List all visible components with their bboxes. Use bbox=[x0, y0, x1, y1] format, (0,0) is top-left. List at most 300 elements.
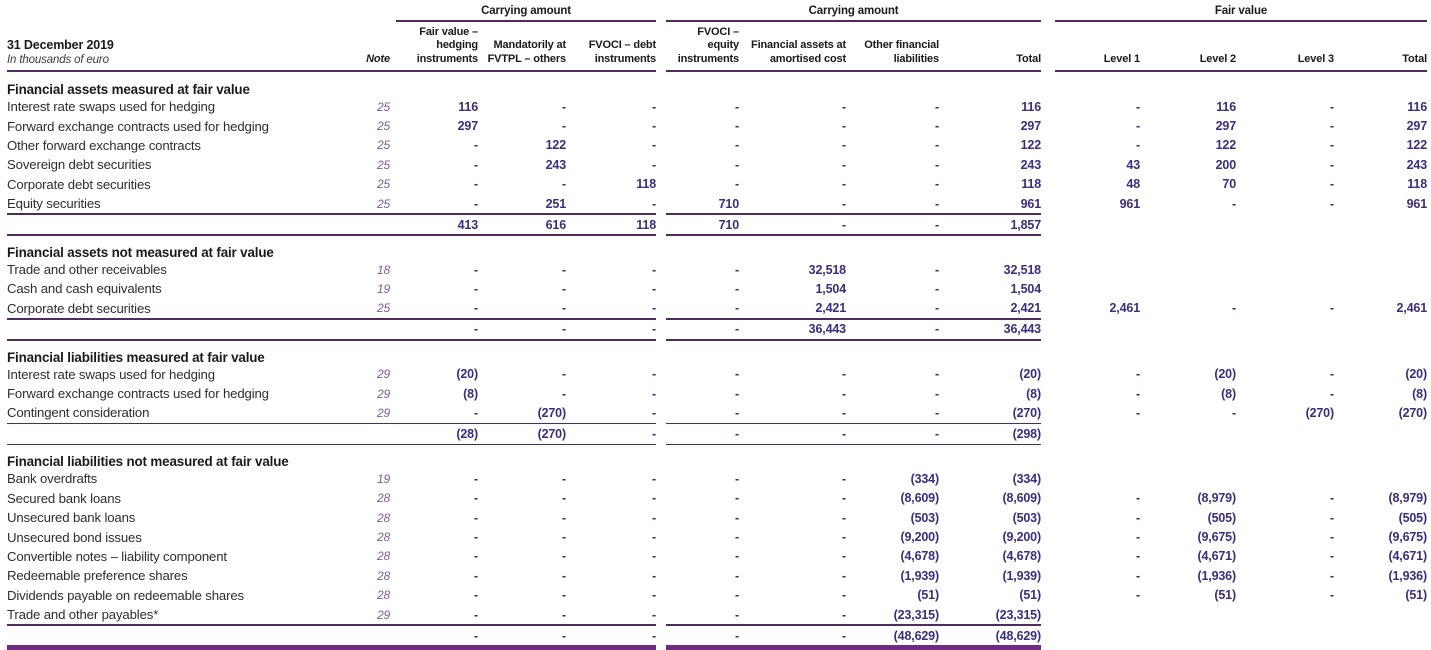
rule-segment bbox=[1055, 70, 1427, 72]
cell-value: - bbox=[1329, 301, 1334, 316]
subtotal-value: (298) bbox=[1012, 426, 1041, 441]
cell-value: (51) bbox=[917, 588, 939, 603]
section-title: Financial assets measured at fair value bbox=[7, 82, 250, 97]
section-title: Financial assets not measured at fair value bbox=[7, 244, 274, 260]
subtotal-rule-bottom bbox=[7, 234, 1431, 236]
column-header-note: Note bbox=[366, 52, 390, 65]
cell-value: 43 bbox=[1126, 157, 1140, 172]
cell-value: - bbox=[1135, 386, 1140, 401]
cell-value: - bbox=[651, 530, 656, 545]
cell-value: - bbox=[1329, 99, 1334, 114]
cell-value: (23,315) bbox=[893, 607, 939, 622]
rule-segment bbox=[7, 423, 656, 425]
cell-value: - bbox=[934, 405, 939, 420]
row-label: Bank overdrafts bbox=[7, 471, 98, 487]
section-header-row bbox=[7, 241, 1431, 260]
cell-value: - bbox=[841, 367, 846, 382]
group-underline bbox=[7, 20, 1431, 22]
table-row bbox=[7, 566, 1431, 585]
cell-value: - bbox=[561, 491, 566, 506]
row-label: Secured bank loans bbox=[7, 490, 121, 506]
rule-segment bbox=[666, 20, 1041, 22]
cell-value: (51) bbox=[1214, 588, 1236, 603]
cell-value: - bbox=[561, 281, 566, 296]
cell-value: (8) bbox=[463, 386, 478, 401]
row-label: Unsecured bond issues bbox=[7, 529, 142, 545]
cell-value: - bbox=[841, 405, 846, 420]
column-header-row bbox=[7, 24, 1431, 70]
cell-value: (1,936) bbox=[1388, 568, 1427, 583]
cell-value: - bbox=[734, 607, 739, 622]
subtotal-value: - bbox=[561, 322, 566, 337]
cell-value: - bbox=[561, 568, 566, 583]
cell-value: 48 bbox=[1126, 177, 1140, 192]
table-row bbox=[7, 365, 1431, 384]
cell-value: 243 bbox=[545, 157, 566, 172]
group-header-row bbox=[7, 0, 1431, 20]
cell-value: (1,936) bbox=[1197, 568, 1236, 583]
subtotal-value: - bbox=[841, 217, 846, 232]
cell-value: - bbox=[1135, 138, 1140, 153]
note-ref: 25 bbox=[376, 99, 390, 114]
cell-value: - bbox=[651, 510, 656, 525]
subtotal-row bbox=[7, 320, 1431, 340]
cell-value: - bbox=[1135, 588, 1140, 603]
note-ref: 28 bbox=[376, 549, 390, 564]
section-header-row bbox=[7, 346, 1431, 365]
subtotal-value: - bbox=[561, 628, 566, 643]
cell-value: - bbox=[1231, 301, 1236, 316]
note-ref: 29 bbox=[376, 386, 390, 401]
cell-value: (334) bbox=[1012, 471, 1041, 486]
cell-value: - bbox=[734, 405, 739, 420]
cell-value: 70 bbox=[1222, 177, 1236, 192]
cell-value: - bbox=[934, 262, 939, 277]
cell-value: (8,609) bbox=[900, 491, 939, 506]
cell-value: - bbox=[841, 119, 846, 134]
cell-value: - bbox=[841, 138, 846, 153]
cell-value: - bbox=[651, 588, 656, 603]
cell-value: - bbox=[934, 386, 939, 401]
cell-value: (270) bbox=[1012, 405, 1041, 420]
note-ref: 28 bbox=[376, 588, 390, 603]
column-header: Other financial liabilities bbox=[864, 39, 939, 65]
column-header: Level 3 bbox=[1297, 52, 1334, 65]
group-label-carrying-amount-2: Carrying amount bbox=[808, 5, 899, 17]
cell-value: (270) bbox=[1305, 405, 1334, 420]
cell-value: - bbox=[561, 386, 566, 401]
cell-value: 2,421 bbox=[1010, 301, 1041, 316]
cell-value: - bbox=[651, 607, 656, 622]
subtotal-value: - bbox=[841, 426, 846, 441]
row-label: Forward exchange contracts used for hedging bbox=[7, 386, 269, 402]
rule-segment bbox=[666, 213, 1041, 215]
subtotal-rule-bottom bbox=[7, 339, 1431, 341]
row-label: Interest rate swaps used for hedging bbox=[7, 99, 215, 115]
cell-value: - bbox=[473, 549, 478, 564]
cell-value: - bbox=[651, 99, 656, 114]
cell-value: - bbox=[1231, 405, 1236, 420]
cell-value: - bbox=[651, 549, 656, 564]
cell-value: - bbox=[561, 588, 566, 603]
column-header: Mandatorily at FVTPL – others bbox=[487, 39, 566, 65]
cell-value: - bbox=[561, 177, 566, 192]
subtotal-value: - bbox=[473, 322, 478, 337]
row-label: Trade and other payables* bbox=[7, 607, 159, 623]
subtotal-value: - bbox=[651, 322, 656, 337]
row-label: Dividends payable on redeemable shares bbox=[7, 587, 244, 603]
cell-value: - bbox=[1135, 549, 1140, 564]
subtotal-value: (48,629) bbox=[893, 628, 939, 643]
note-ref: 19 bbox=[376, 471, 390, 486]
note-ref: 25 bbox=[376, 157, 390, 172]
subtotal-value: 36,443 bbox=[1003, 322, 1041, 337]
subtotal-value: - bbox=[651, 426, 656, 441]
cell-value: - bbox=[651, 262, 656, 277]
cell-value: 116 bbox=[1021, 99, 1041, 114]
cell-value: (4,671) bbox=[1388, 549, 1427, 564]
cell-value: - bbox=[561, 367, 566, 382]
cell-value: - bbox=[561, 262, 566, 277]
cell-value: - bbox=[473, 301, 478, 316]
cell-value: - bbox=[734, 367, 739, 382]
cell-value: - bbox=[734, 99, 739, 114]
cell-value: (270) bbox=[537, 405, 566, 420]
cell-value: (8) bbox=[1412, 386, 1427, 401]
table-row bbox=[7, 469, 1431, 488]
cell-value: - bbox=[1135, 367, 1140, 382]
cell-value: - bbox=[1329, 530, 1334, 545]
cell-value: - bbox=[934, 177, 939, 192]
table-row bbox=[7, 508, 1431, 527]
table-row bbox=[7, 97, 1431, 116]
cell-value: (20) bbox=[456, 367, 478, 382]
cell-value: - bbox=[734, 568, 739, 583]
rule-segment bbox=[666, 645, 1041, 650]
cell-value: - bbox=[1329, 196, 1334, 211]
cell-value: - bbox=[473, 510, 478, 525]
cell-value: - bbox=[473, 405, 478, 420]
note-ref: 29 bbox=[376, 405, 390, 420]
rule-segment bbox=[666, 234, 1041, 236]
column-header: FVOCI – debt instruments bbox=[588, 39, 656, 65]
subtotal-value: (48,629) bbox=[995, 628, 1041, 643]
cell-value: - bbox=[734, 588, 739, 603]
cell-value: (9,675) bbox=[1388, 530, 1427, 545]
cell-value: 961 bbox=[1020, 196, 1041, 211]
cell-value: 32,518 bbox=[808, 262, 846, 277]
section-title: Financial liabilities not measured at fair value bbox=[7, 454, 289, 470]
cell-value: - bbox=[734, 281, 739, 296]
column-header: Total bbox=[1402, 52, 1427, 65]
cell-value: - bbox=[473, 138, 478, 153]
rule-segment bbox=[7, 213, 656, 215]
rule-segment bbox=[7, 645, 656, 650]
cell-value: - bbox=[473, 530, 478, 545]
cell-value: - bbox=[651, 157, 656, 172]
cell-value: - bbox=[473, 157, 478, 172]
cell-value: (334) bbox=[910, 471, 939, 486]
cell-value: 118 bbox=[1021, 177, 1041, 192]
table-row bbox=[7, 527, 1431, 546]
group-label-fair-value: Fair value bbox=[1214, 5, 1268, 17]
cell-value: 116 bbox=[458, 99, 478, 114]
cell-value: - bbox=[1329, 510, 1334, 525]
cell-value: (503) bbox=[910, 510, 939, 525]
cell-value: - bbox=[841, 99, 846, 114]
note-ref: 25 bbox=[376, 196, 390, 211]
cell-value: 1,504 bbox=[815, 281, 846, 296]
subtotal-value: 36,443 bbox=[808, 322, 846, 337]
row-label: Equity securities bbox=[7, 196, 101, 212]
cell-value: (1,939) bbox=[900, 568, 939, 583]
cell-value: - bbox=[841, 177, 846, 192]
cell-value: 2,421 bbox=[815, 301, 846, 316]
note-ref: 25 bbox=[376, 301, 390, 316]
table-row bbox=[7, 279, 1431, 298]
note-ref: 29 bbox=[376, 367, 390, 382]
column-header: FVOCI – equity instruments bbox=[677, 25, 739, 65]
cell-value: - bbox=[1329, 138, 1334, 153]
cell-value: - bbox=[651, 471, 656, 486]
cell-value: - bbox=[473, 262, 478, 277]
cell-value: - bbox=[841, 196, 846, 211]
row-label: Sovereign debt securities bbox=[7, 157, 152, 173]
subtotal-value: 616 bbox=[545, 217, 566, 232]
cell-value: - bbox=[473, 607, 478, 622]
cell-value: 710 bbox=[718, 196, 739, 211]
cell-value: - bbox=[561, 510, 566, 525]
rule-segment bbox=[666, 339, 1041, 341]
note-ref: 25 bbox=[376, 177, 390, 192]
subtotal-value: - bbox=[651, 628, 656, 643]
cell-value: - bbox=[651, 196, 656, 211]
rule-segment bbox=[666, 444, 1041, 446]
table-row bbox=[7, 547, 1431, 566]
cell-value: (20) bbox=[1405, 367, 1427, 382]
cell-value: (8) bbox=[1221, 386, 1236, 401]
table-row bbox=[7, 136, 1431, 155]
cell-value: 200 bbox=[1215, 157, 1236, 172]
table-body bbox=[7, 78, 1431, 650]
cell-value: (503) bbox=[1012, 510, 1041, 525]
cell-value: - bbox=[934, 367, 939, 382]
rule-segment bbox=[7, 234, 656, 236]
cell-value: - bbox=[473, 196, 478, 211]
cell-value: - bbox=[734, 138, 739, 153]
cell-value: (505) bbox=[1207, 510, 1236, 525]
table-caption bbox=[7, 38, 341, 70]
cell-value: - bbox=[1135, 530, 1140, 545]
subtotal-value: - bbox=[734, 322, 739, 337]
cell-value: - bbox=[841, 568, 846, 583]
cell-value: - bbox=[1329, 386, 1334, 401]
column-header: Financial assets at amortised cost bbox=[751, 39, 846, 65]
cell-value: - bbox=[734, 301, 739, 316]
cell-value: - bbox=[934, 281, 939, 296]
cell-value: - bbox=[734, 549, 739, 564]
unit-label: In thousands of euro bbox=[7, 54, 109, 66]
subtotal-row bbox=[7, 424, 1431, 444]
subtotal-value: - bbox=[473, 628, 478, 643]
cell-value: - bbox=[651, 491, 656, 506]
cell-value: 122 bbox=[1406, 138, 1427, 153]
cell-value: (4,678) bbox=[900, 549, 939, 564]
cell-value: 122 bbox=[545, 138, 566, 153]
row-label: Corporate debt securities bbox=[7, 300, 151, 316]
cell-value: - bbox=[841, 510, 846, 525]
cell-value: (4,671) bbox=[1197, 549, 1236, 564]
rule-segment bbox=[666, 423, 1041, 425]
note-ref: 28 bbox=[376, 491, 390, 506]
cell-value: - bbox=[473, 471, 478, 486]
subtotal-row bbox=[7, 215, 1431, 235]
note-ref: 28 bbox=[376, 510, 390, 525]
column-header: Level 1 bbox=[1103, 52, 1140, 65]
cell-value: (8,979) bbox=[1197, 491, 1236, 506]
cell-value: - bbox=[651, 405, 656, 420]
subtotal-value: - bbox=[934, 217, 939, 232]
cell-value: - bbox=[734, 157, 739, 172]
cell-value: - bbox=[651, 367, 656, 382]
row-label: Corporate debt securities bbox=[7, 176, 151, 192]
cell-value: (9,200) bbox=[1002, 530, 1041, 545]
cell-value: - bbox=[651, 119, 656, 134]
cell-value: - bbox=[934, 301, 939, 316]
cell-value: - bbox=[1135, 405, 1140, 420]
cell-value: - bbox=[473, 281, 478, 296]
cell-value: (8,609) bbox=[1002, 491, 1041, 506]
table-row bbox=[7, 116, 1431, 135]
cell-value: - bbox=[734, 471, 739, 486]
cell-value: - bbox=[473, 177, 478, 192]
cell-value: 297 bbox=[457, 119, 478, 134]
rule-segment bbox=[7, 70, 656, 72]
cell-value: 116 bbox=[1407, 99, 1427, 114]
cell-value: 297 bbox=[1406, 119, 1427, 134]
row-label: Unsecured bank loans bbox=[7, 510, 136, 526]
subtotal-value: - bbox=[934, 426, 939, 441]
cell-value: (23,315) bbox=[995, 607, 1041, 622]
cell-value: - bbox=[1329, 367, 1334, 382]
section-title: Financial liabilities measured at fair value bbox=[7, 349, 265, 365]
row-label: Interest rate swaps used for hedging bbox=[7, 366, 215, 382]
cell-value: - bbox=[934, 196, 939, 211]
table-row bbox=[7, 605, 1431, 624]
rule-segment bbox=[666, 70, 1041, 72]
cell-value: - bbox=[561, 530, 566, 545]
section-header-row bbox=[7, 78, 1431, 97]
cell-value: 2,461 bbox=[1396, 301, 1427, 316]
cell-value: 1,504 bbox=[1010, 281, 1041, 296]
cell-value: - bbox=[1135, 568, 1140, 583]
cell-value: - bbox=[651, 386, 656, 401]
row-label: Cash and cash equivalents bbox=[7, 281, 162, 297]
note-ref: 25 bbox=[376, 138, 390, 153]
cell-value: 2,461 bbox=[1109, 301, 1140, 316]
cell-value: (20) bbox=[1214, 367, 1236, 382]
cell-value: (8) bbox=[1026, 386, 1041, 401]
cell-value: - bbox=[1135, 99, 1140, 114]
cell-value: - bbox=[473, 588, 478, 603]
cell-value: - bbox=[561, 607, 566, 622]
cell-value: - bbox=[651, 281, 656, 296]
cell-value: (1,939) bbox=[1002, 568, 1041, 583]
table-row bbox=[7, 260, 1431, 279]
cell-value: - bbox=[561, 119, 566, 134]
subtotal-value: 1,857 bbox=[1010, 217, 1041, 232]
group-label-carrying-amount-1: Carrying amount bbox=[481, 5, 571, 17]
rule-segment bbox=[7, 318, 656, 320]
subtotal-value: - bbox=[841, 628, 846, 643]
cell-value: 251 bbox=[545, 196, 566, 211]
column-header: Total bbox=[1016, 52, 1041, 65]
subtotal-value: (28) bbox=[456, 426, 478, 441]
note-ref: 28 bbox=[376, 530, 390, 545]
row-label: Contingent consideration bbox=[7, 405, 150, 421]
table-row bbox=[7, 384, 1431, 403]
cell-value: - bbox=[561, 301, 566, 316]
cell-value: - bbox=[651, 138, 656, 153]
cell-value: - bbox=[1329, 177, 1334, 192]
cell-value: - bbox=[934, 119, 939, 134]
note-ref: 29 bbox=[376, 607, 390, 622]
cell-value: - bbox=[841, 471, 846, 486]
row-label: Other forward exchange contracts bbox=[7, 137, 201, 153]
table-row bbox=[7, 489, 1431, 508]
cell-value: - bbox=[1135, 491, 1140, 506]
rule-segment bbox=[7, 624, 656, 626]
header-underline bbox=[7, 70, 1431, 72]
cell-value: - bbox=[1231, 196, 1236, 211]
cell-value: 243 bbox=[1020, 157, 1041, 172]
section-header-row bbox=[7, 450, 1431, 469]
column-header: Level 2 bbox=[1199, 52, 1236, 65]
table-row bbox=[7, 403, 1431, 422]
cell-value: 32,518 bbox=[1003, 262, 1041, 277]
cell-value: 961 bbox=[1406, 196, 1427, 211]
cell-value: - bbox=[841, 588, 846, 603]
cell-value: (8,979) bbox=[1388, 491, 1427, 506]
cell-value: - bbox=[1329, 549, 1334, 564]
cell-value: - bbox=[734, 530, 739, 545]
cell-value: - bbox=[1329, 588, 1334, 603]
cell-value: - bbox=[841, 491, 846, 506]
cell-value: - bbox=[841, 607, 846, 622]
subtotal-value: 413 bbox=[457, 217, 478, 232]
rule-segment bbox=[1055, 20, 1427, 22]
rule-segment bbox=[7, 444, 656, 446]
rule-segment bbox=[7, 339, 656, 341]
cell-value: - bbox=[473, 491, 478, 506]
cell-value: 297 bbox=[1020, 119, 1041, 134]
row-label: Trade and other receivables bbox=[7, 262, 167, 278]
subtotal-value: - bbox=[734, 426, 739, 441]
cell-value: (4,678) bbox=[1002, 549, 1041, 564]
cell-value: - bbox=[934, 157, 939, 172]
cell-value: - bbox=[1329, 568, 1334, 583]
cell-value: (51) bbox=[1405, 588, 1427, 603]
table-row bbox=[7, 194, 1431, 213]
cell-value: 297 bbox=[1215, 119, 1236, 134]
subtotal-value: 118 bbox=[636, 217, 656, 232]
subtotal-value: - bbox=[934, 322, 939, 337]
subtotal-row bbox=[7, 626, 1431, 646]
cell-value: 243 bbox=[1406, 157, 1427, 172]
cell-value: - bbox=[934, 138, 939, 153]
cell-value: 118 bbox=[1407, 177, 1427, 192]
cell-value: (9,675) bbox=[1197, 530, 1236, 545]
